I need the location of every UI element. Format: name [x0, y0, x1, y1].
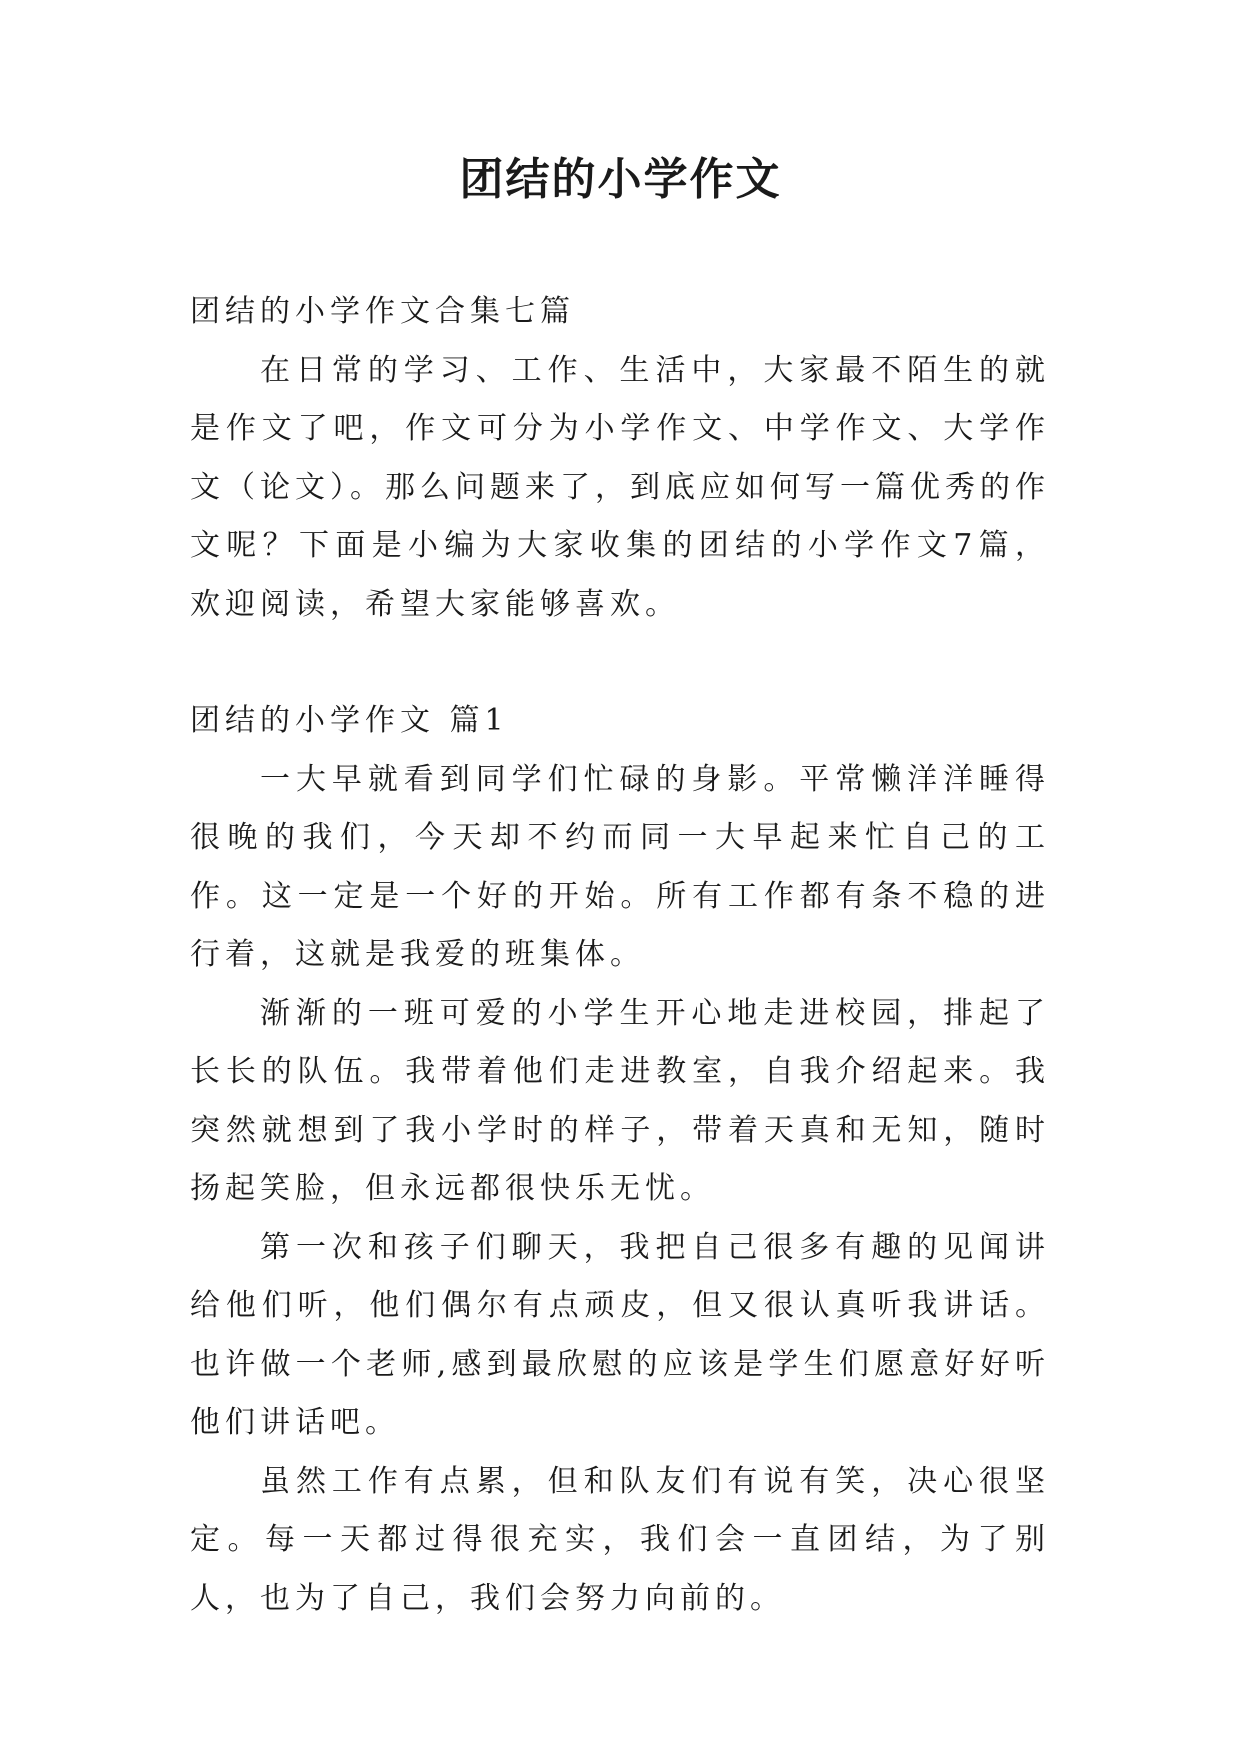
section-gap [190, 634, 1050, 692]
document-title: 团结的小学作文 [459, 154, 782, 205]
document-body [190, 283, 1050, 1628]
section-heading: 团结的小学作文 篇1 [190, 703, 509, 738]
collection-subtitle: 团结的小学作文合集七篇 [190, 294, 575, 329]
body-paragraph: 第一次和孩子们聊天，我把自己很多有趣的见闻讲给他们听，他们偶尔有点顽皮，但又很认真听我讲话。也许做一个老师,感到最欣慰的应该是学生们愿意好好听他们讲话吧。 [190, 1229, 1050, 1440]
body-paragraph: 渐渐的一班可爱的小学生开心地走进校园，排起了长长的队伍。我带着他们走进教室，自我介绍起来。我突然就想到了我小学时的样子，带着天真和无知，随时扬起笑脸，但永远都很快乐无忧。 [190, 995, 1050, 1206]
intro-paragraph: 在日常的学习、工作、生活中，大家最不陌生的就是作文了吧，作文可分为小学作文、中学作文、大学作文（论文）。那么问题来了，到底应如何写一篇优秀的作文呢？下面是小编为大家收集的团结的小学作文7篇，欢迎阅读，希望大家能够喜欢。 [190, 352, 1050, 622]
body-paragraph: 虽然工作有点累，但和队友们有说有笑，决心很坚定。每一天都过得很充实，我们会一直团结，为了别人，也为了自己，我们会努力向前的。 [190, 1463, 1050, 1616]
body-paragraph: 一大早就看到同学们忙碌的身影。平常懒洋洋睡得很晚的我们，今天却不约而同一大早起来忙自己的工作。这一定是一个好的开始。所有工作都有条不稳的进行着，这就是我爱的班集体。 [190, 761, 1050, 972]
